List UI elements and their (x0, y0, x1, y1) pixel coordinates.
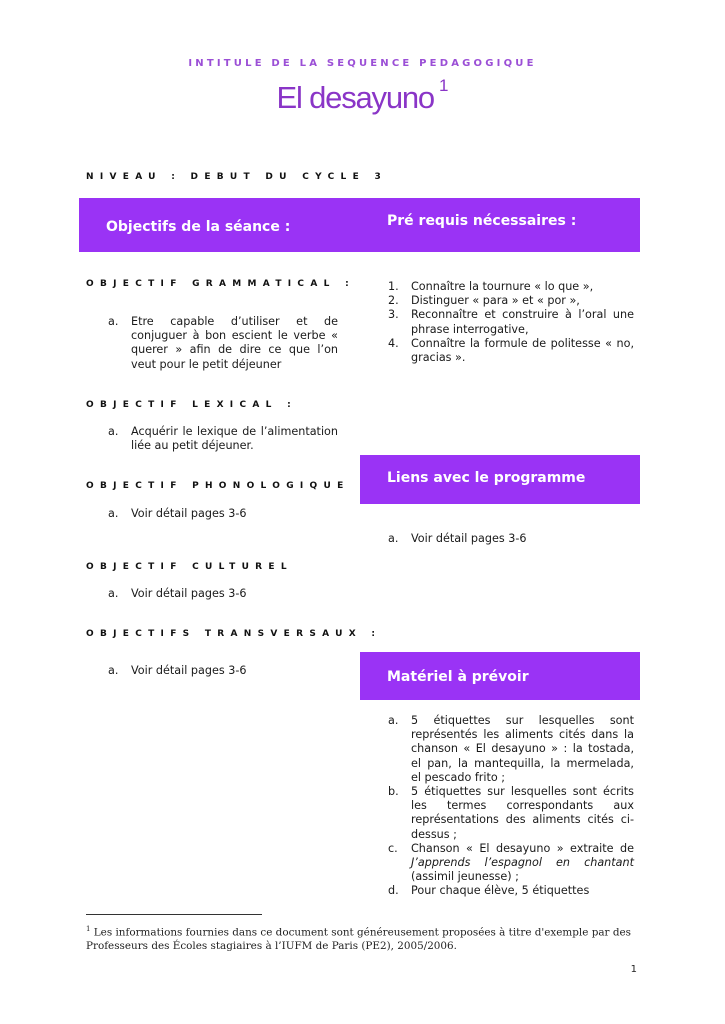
list-marker: a. (388, 714, 399, 727)
liens-box-title: Liens avec le programme (387, 470, 586, 486)
list-marker: c. (388, 841, 398, 855)
footnote-text: Les informations fournies dans ce document sont généreusement proposées à titre d'exemple par des Professeurs des Écoles stagiaires à l’IUFM de Paris (PE2), 2005/2006. (86, 926, 631, 953)
niveau-heading: NIVEAU : DEBUT DU CYCLE 3 (86, 172, 388, 182)
list-item (388, 280, 634, 294)
materiel-box-title: Matériel à prévoir (387, 669, 529, 685)
list-marker: a. (108, 664, 119, 677)
list-item-text: Acquérir le lexique de l’alimentation liée au petit déjeuner. (131, 425, 338, 453)
list-marker: 4. (388, 336, 399, 350)
footnote-number: 1 (86, 925, 91, 933)
list-item (108, 507, 338, 521)
list-item (388, 337, 634, 365)
list-item (388, 308, 634, 336)
list-item (388, 714, 634, 785)
list-marker: a. (108, 425, 119, 438)
grammatical-list (108, 315, 338, 372)
list-item (108, 664, 338, 678)
footnote (86, 922, 634, 953)
list-item (388, 532, 634, 546)
prerequis-list (388, 280, 634, 365)
list-item-text: Voir détail pages 3-6 (411, 532, 527, 545)
list-item-text: Etre capable d’utiliser et de conjuguer à bon escient le verbe « querer » afin de dire ce que l’on veut pour le petit déjeuner (131, 315, 338, 371)
list-item-text: 5 étiquettes sur lesquelles sont écrits les termes correspondants aux représentations des aliments cités ci-dessus ; (411, 785, 634, 841)
list-marker: a. (108, 587, 119, 600)
list-item-text: Voir détail pages 3-6 (131, 587, 247, 600)
list-item (388, 294, 634, 308)
objectifs-box-title: Objectifs de la séance : (106, 219, 291, 235)
list-item (108, 315, 338, 372)
song-source-title: J’apprends l’espagnol en chantant (411, 856, 634, 870)
list-item-text: Voir détail pages 3-6 (131, 664, 247, 677)
list-marker: a. (108, 315, 119, 328)
title-text: El desayuno (276, 80, 434, 115)
list-marker: 2. (388, 294, 399, 308)
list-item-text: Connaître la tournure « lo que », (411, 280, 594, 293)
list-marker: b. (388, 785, 399, 799)
list-item-text: Distinguer « para » et « por », (411, 294, 580, 308)
objectif-culturel-heading: OBJECTIF CULTUREL (86, 562, 293, 572)
list-item (108, 425, 338, 453)
objectifs-box (79, 198, 360, 252)
transversaux-list (108, 664, 338, 678)
liens-box (360, 455, 640, 504)
list-item-text: Pour chaque élève, 5 étiquettes (411, 884, 590, 898)
prerequis-box-title: Pré requis nécessaires : (387, 213, 577, 229)
list-marker: 1. (388, 280, 399, 293)
list-item (388, 842, 634, 885)
list-marker: 3. (388, 308, 399, 322)
list-item (108, 587, 338, 601)
prerequis-box (360, 198, 640, 252)
sequence-subtitle: INTITULE DE LA SEQUENCE PEDAGOGIQUE (188, 58, 537, 69)
list-item (388, 785, 634, 842)
list-item (388, 884, 634, 898)
list-marker: a. (388, 532, 399, 545)
list-item-text: Chanson « El desayuno » extraite de (411, 841, 634, 855)
materiel-list (388, 714, 634, 899)
objectifs-transversaux-heading: OBJECTIFS TRANSVERSAUX : (86, 629, 382, 639)
objectif-phonologique-heading: OBJECTIF PHONOLOGIQUE (86, 481, 350, 491)
list-item-text: Voir détail pages 3-6 (131, 507, 247, 520)
page-number: 1 (630, 964, 637, 975)
list-item-text: Reconnaître et construire à l’oral une phrase interrogative, (411, 308, 634, 336)
liens-list (388, 532, 634, 546)
list-marker: a. (108, 507, 119, 520)
objectif-lexical-heading: OBJECTIF LEXICAL : (86, 400, 297, 410)
list-item-text: 5 étiquettes sur lesquelles sont représentés les aliments cités dans la chanson « El desayuno » : la tostada, el pan, la mantequilla, la mermelada, el pescado frito ; (411, 714, 634, 784)
objectif-grammatical-heading: OBJECTIF GRAMMATICAL : (86, 279, 355, 289)
page-title (0, 75, 725, 116)
lexical-list (108, 425, 338, 453)
list-item-text-after: (assimil jeunesse) ; (411, 870, 519, 884)
footnote-divider (86, 914, 262, 915)
culturel-list (108, 587, 338, 601)
list-item-text: Connaître la formule de politesse « no, gracias ». (411, 336, 634, 365)
materiel-box (360, 652, 640, 700)
list-marker: d. (388, 884, 399, 898)
footnote-ref[interactable]: 1 (438, 75, 449, 95)
phonologique-list (108, 507, 338, 521)
